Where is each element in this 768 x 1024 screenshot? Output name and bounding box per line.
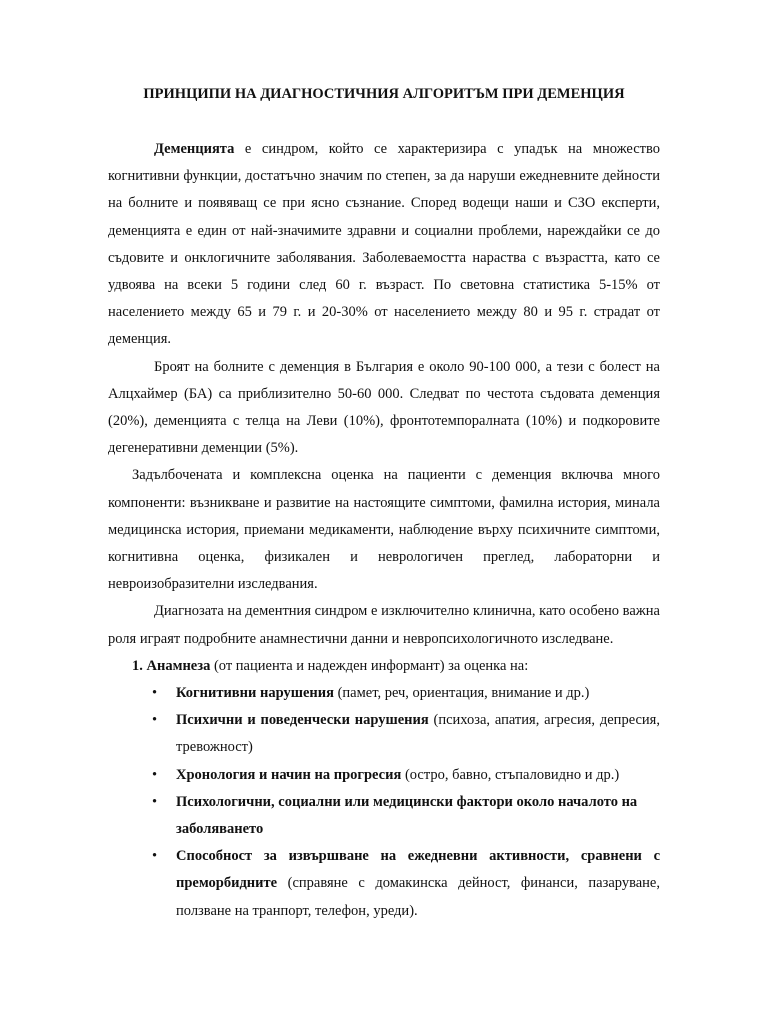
bullet-icon: • [152,848,158,865]
section-description: (от пациента и надежден информант) за оценка на: [210,657,529,674]
list-item-title: Когнитивни нарушения [176,685,334,702]
list-item-text: (справяне с домакинска дейност, финанси, пазаруване, ползване на транпорт, телефон, уреди). [176,875,660,919]
list-item-text: (остро, бавно, стъпаловидно и др.) [401,766,620,783]
paragraph-prevalence: Броят на болните с деменция в България е около 90-100 000, а тези с болест на Алцхаймер (БА) са приблизително 50-60 000. Следват по честота съдовата деменция (20%), деменцията с телца на Леви (10%), фронтотемпоралната (10%) и подкоровите дегенеративни деменции (5%). [108,358,660,457]
section-title: Анамнеза [146,657,211,674]
list-item-title: Способност за извършване на ежедневни активности, сравнени с преморбидните [176,848,660,892]
paragraph-definition [108,136,660,354]
list-item-title: Психологични, социални или медицински фактори около началото на заболяването [176,793,638,838]
list-item-text: (психоза, апатия, агресия, депресия, тревожност) [176,712,660,756]
term-dementia: Деменцията [154,141,235,157]
paragraph-definition-text: е синдром, който се характеризира с упадък на множество когнитивни функции, достатъчно значим по степен, за да наруши ежедневните дейности на болните и появяващ се при ясно съзнание. Според водещи наши и СЗО експерти, деменцията е един от най-значимите здравни и социални проблеми, нареждайки се до съдовите и онклогичните заболявания. Заболеваемостта нараства с възрастта, като се удвоява на всеки 5 години след 60 г. възраст. По световна статистика 5-15% от населението между 65 и 79 г. и 20-30% от населението между 80 и 95 г. страдат от деменция. [108,141,660,348]
document-title: ПРИНЦИПИ НА ДИАГНОСТИЧНИЯ АЛГОРИТЪМ ПРИ ДЕМЕНЦИЯ [143,86,625,102]
paragraph-diagnosis: Диагнозата на дементния синдром е изключително клинична, като особено важна роля играят подробните анамнестични данни и невропсихологичното изследване. [108,603,660,647]
section-anamnesis-heading [108,653,660,680]
list-item [108,789,660,843]
list-item-title: Психични и поведенчески нарушения [176,712,429,729]
anamnesis-bullet-list [108,680,660,925]
section-number: 1. [132,657,143,674]
list-item [108,707,660,761]
bullet-icon: • [152,766,158,783]
paragraph-assessment: Задълбочената и комплексна оценка на пациенти с деменция включва много компоненти: възникване и развитие на настоящите симптоми, фамилна история, минала медицинска история, приемани медикаменти, наблюдение върху психичните симптоми, когнитивна оценка, физикален и неврологичен преглед, лабораторни и невроизобразителни изследвания. [108,467,660,593]
list-item [108,762,660,789]
list-item-title: Хронология и начин на прогресия [176,766,402,783]
bullet-icon: • [152,685,158,702]
list-item [108,843,660,925]
document-body [108,136,660,925]
bullet-icon: • [152,793,158,810]
list-item-text: (памет, реч, ориентация, внимание и др.) [333,685,590,702]
bullet-icon: • [152,712,158,729]
list-item [108,680,660,707]
